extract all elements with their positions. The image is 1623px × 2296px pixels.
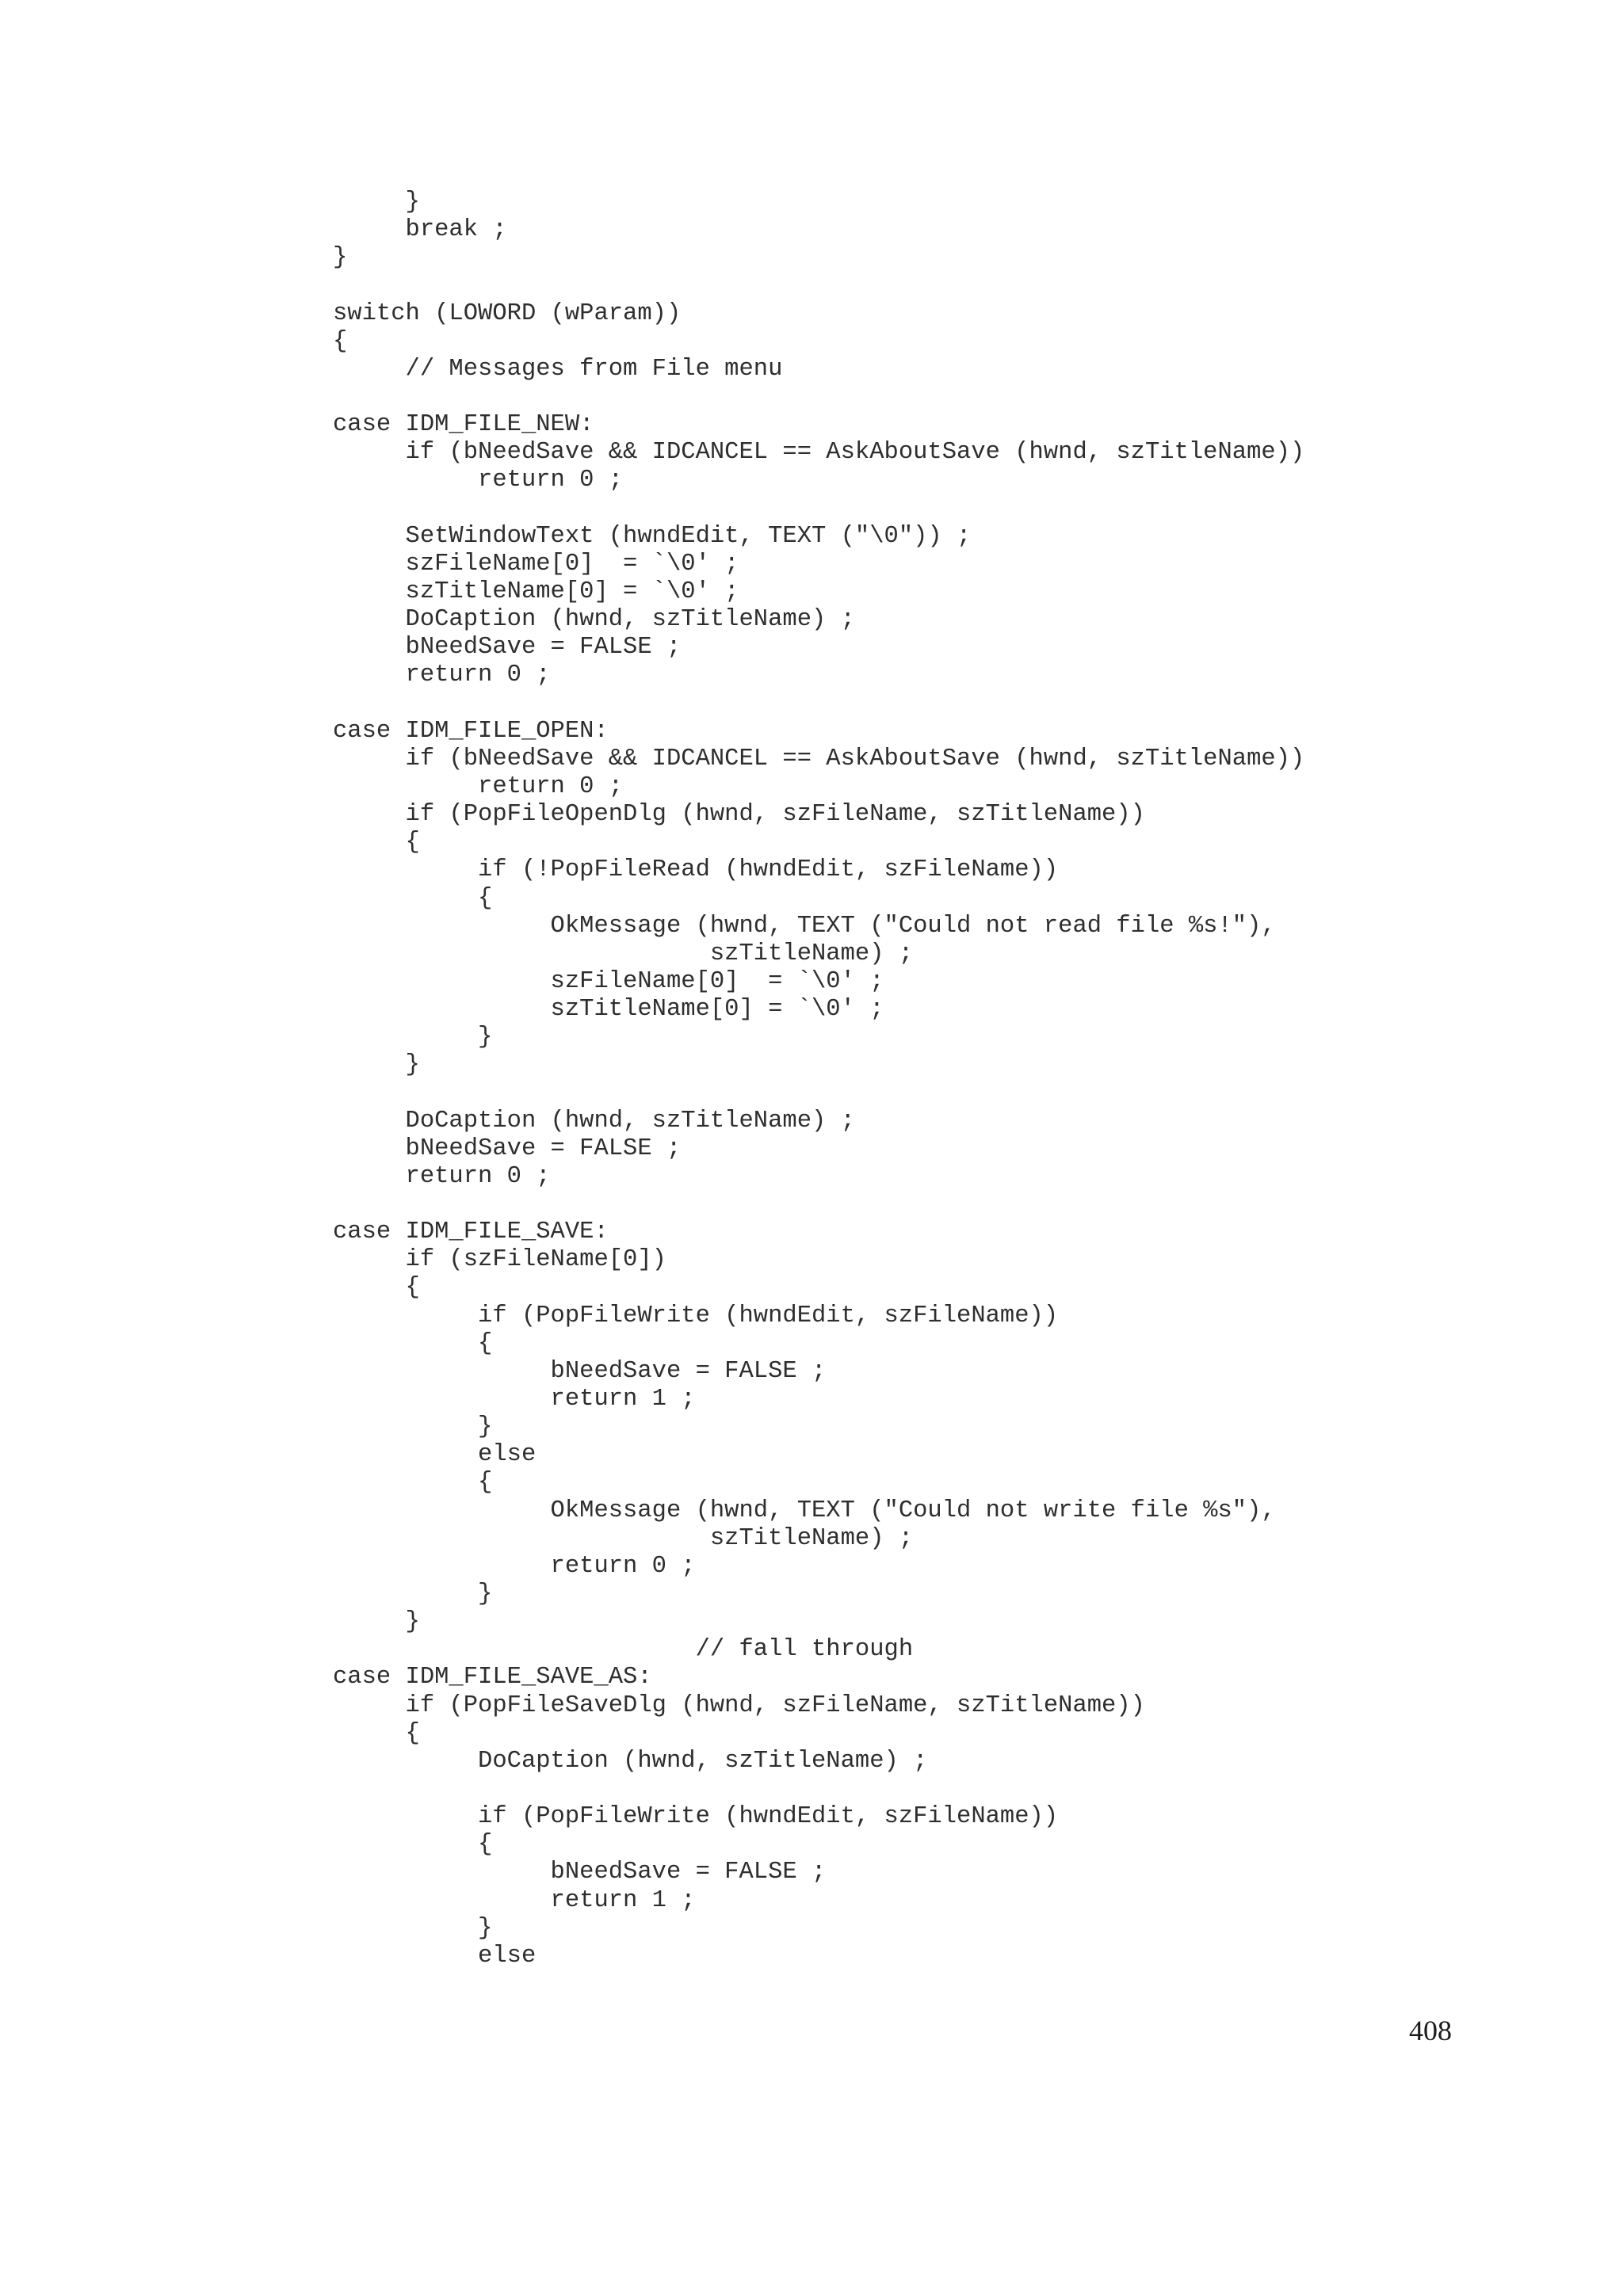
code-line: OkMessage (hwnd, TEXT ("Could not write file %s"), [333,1497,1276,1524]
code-line: return 0 ; [333,772,624,800]
code-line: case IDM_FILE_SAVE: [333,1219,609,1246]
code-line: bNeedSave = FALSE ; [333,634,682,662]
code-line: return 0 ; [333,1162,551,1190]
code-line [333,272,1304,299]
code-line: break ; [333,216,507,244]
code-line: } [333,1051,420,1079]
code-line: return 1 ; [333,1386,696,1413]
code-line: DoCaption (hwnd, szTitleName) ; [333,1747,928,1775]
code-line: } [333,1581,493,1608]
code-line: // Messages from File menu [333,355,783,383]
code-line: { [333,1274,420,1302]
code-line [333,495,1304,523]
code-line: return 1 ; [333,1886,696,1914]
code-listing [333,189,1304,1970]
code-line: SetWindowText (hwndEdit, TEXT ("\0")) ; [333,522,972,550]
code-line: case IDM_FILE_OPEN: [333,717,609,745]
code-line: DoCaption (hwnd, szTitleName) ; [333,606,855,634]
code-line: switch (LOWORD (wParam)) [333,299,682,327]
code-line: OkMessage (hwnd, TEXT ("Could not read file %s!"), [333,912,1276,940]
code-line: { [333,327,348,355]
code-line: if (bNeedSave && IDCANCEL == AskAboutSave (hwnd, szTitleName)) [333,745,1305,772]
code-line: case IDM_FILE_NEW: [333,411,594,439]
code-line: szFileName[0] = `\0' ; [333,550,739,578]
code-line [333,1080,1304,1108]
code-line: bNeedSave = FALSE ; [333,1135,682,1162]
code-line: case IDM_FILE_SAVE_AS: [333,1664,652,1691]
code-line [333,1191,1304,1219]
code-line: if (PopFileWrite (hwndEdit, szFileName)) [333,1302,1059,1329]
code-line: szTitleName[0] = `\0' ; [333,578,739,605]
code-line: { [333,1831,493,1859]
page-number: 408 [1409,2015,1452,2046]
code-line: szTitleName[0] = `\0' ; [333,996,884,1024]
code-line: szTitleName) ; [333,940,914,967]
code-line: if (PopFileOpenDlg (hwnd, szFileName, szTitleName)) [333,801,1145,829]
code-line: DoCaption (hwnd, szTitleName) ; [333,1107,855,1135]
code-line [333,1775,1304,1803]
code-line: bNeedSave = FALSE ; [333,1357,827,1385]
code-line: } [333,1024,493,1051]
code-line: } [333,1413,493,1441]
code-line: } [333,1608,420,1636]
code-line [333,383,1304,411]
code-line: else [333,1441,537,1469]
code-line [333,690,1304,718]
code-line: return 0 ; [333,662,551,689]
code-line: szFileName[0] = `\0' ; [333,967,884,995]
code-line: return 0 ; [333,1552,696,1580]
code-line: } [333,189,420,215]
code-line: if (szFileName[0]) [333,1246,666,1274]
code-line: { [333,1329,493,1357]
code-line: if (PopFileWrite (hwndEdit, szFileName)) [333,1803,1059,1831]
code-line: { [333,829,420,856]
code-line: if (!PopFileRead (hwndEdit, szFileName)) [333,856,1059,884]
code-line: else [333,1942,537,1970]
code-line: if (PopFileSaveDlg (hwnd, szFileName, szTitleName)) [333,1691,1145,1719]
code-line: bNeedSave = FALSE ; [333,1859,827,1886]
code-line: szTitleName) ; [333,1524,914,1552]
code-line: if (bNeedSave && IDCANCEL == AskAboutSave (hwnd, szTitleName)) [333,439,1305,467]
code-line: { [333,1469,493,1497]
code-line: // fall through [333,1636,914,1664]
code-line: } [333,244,348,272]
code-line: } [333,1914,493,1942]
code-line: { [333,1719,420,1747]
code-line: { [333,884,493,912]
code-line: return 0 ; [333,467,624,494]
